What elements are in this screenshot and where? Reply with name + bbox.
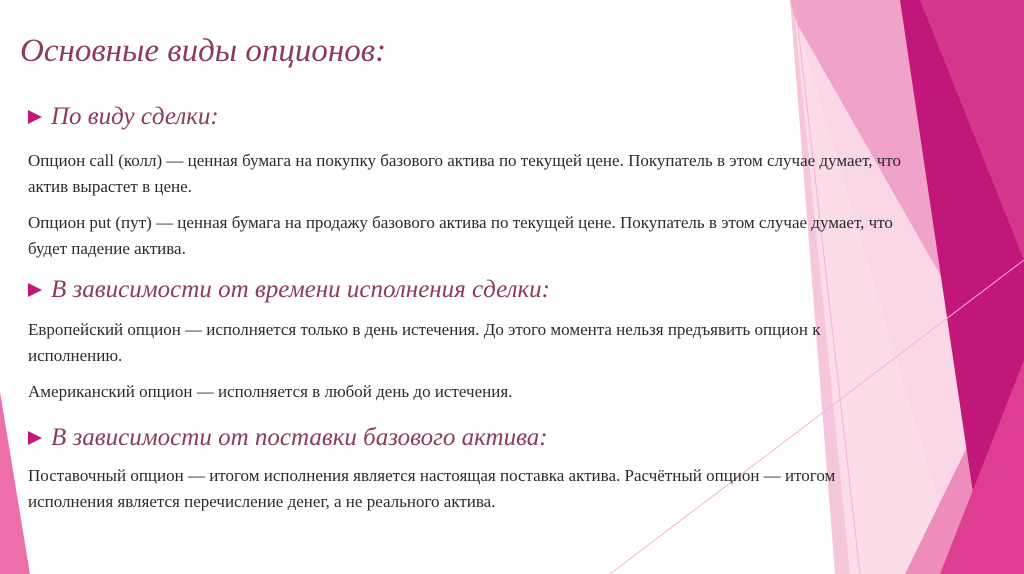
paragraph: Поставочный опцион — итогом исполнения является настоящая поставка актива. Расчётный опцион — итогом исполнения является перечисление денег, а не реального актива. <box>28 466 836 511</box>
paragraph: Американский опцион — исполняется в любой день до истечения. <box>28 382 513 401</box>
section-heading <box>28 100 219 134</box>
triangle-right-icon <box>28 431 42 445</box>
section-heading <box>28 273 550 307</box>
triangle-right-icon <box>28 110 42 124</box>
section-heading-text: В зависимости от поставки базового актива: <box>51 424 548 451</box>
section-heading <box>28 421 548 455</box>
section-heading-text: По виду сделки: <box>51 103 219 130</box>
paragraph: Европейский опцион — исполняется только в день истечения. До этого момента нельзя предъявить опцион к исполнению. <box>28 320 821 365</box>
paragraph: Опцион put (пут) — ценная бумага на продажу базового актива по текущей цене. Покупатель в этом случае думает, что будет падение актива. <box>28 213 893 258</box>
paragraph: Опцион call (колл) — ценная бумага на покупку базового актива по текущей цене. Покупатель в этом случае думает, что актив вырастет в цене. <box>28 151 901 196</box>
slide-title: Основные виды опционов: <box>20 33 387 69</box>
section-heading-text: В зависимости от времени исполнения сделки: <box>51 276 550 303</box>
triangle-right-icon <box>28 283 42 297</box>
left-pink-wedge <box>0 392 30 574</box>
